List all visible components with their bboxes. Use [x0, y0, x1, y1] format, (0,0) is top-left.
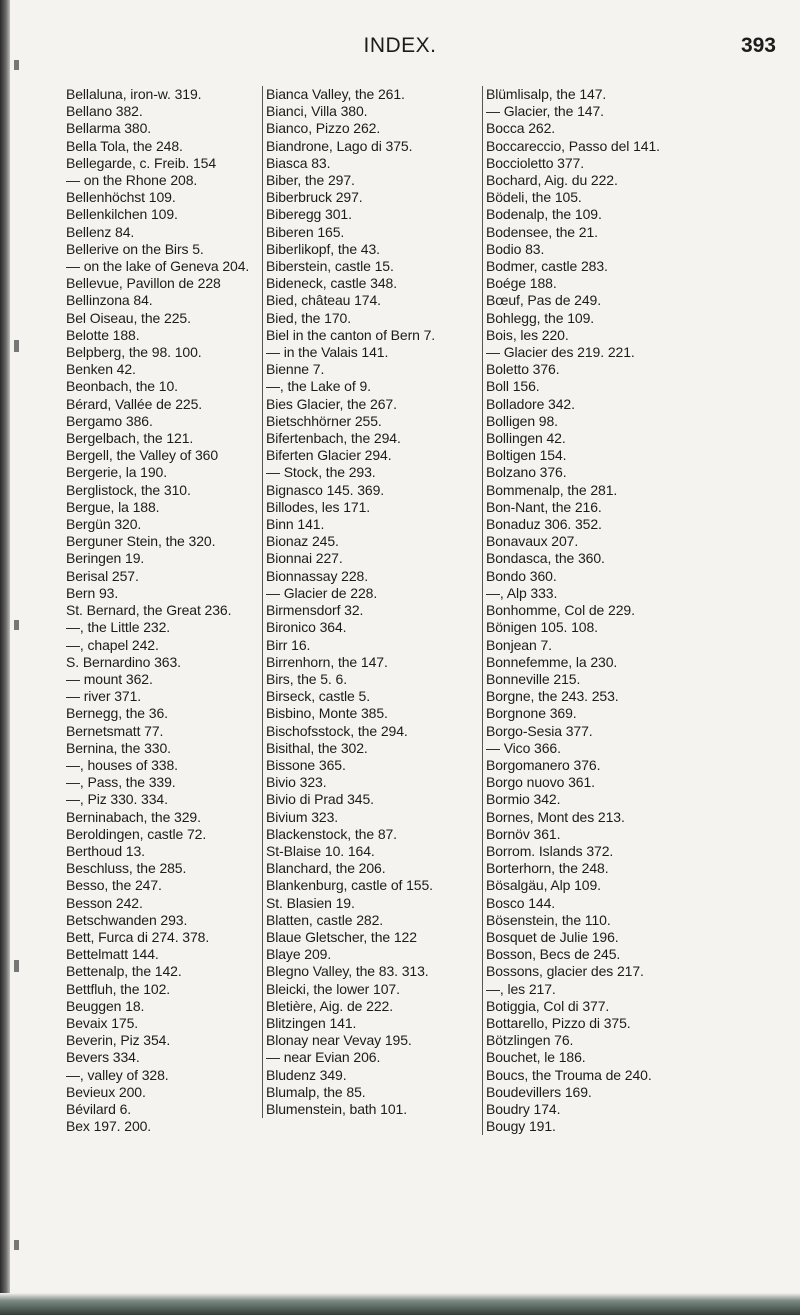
index-entry: Bianco, Pizzo 262. [266, 120, 381, 137]
index-entry: Biberlikopf, the 43. [266, 240, 380, 257]
index-entry: Birseck, castle 5. [266, 688, 371, 705]
index-entry: Bondasca, the 360. [486, 550, 605, 567]
index-entry: Betschwanden 293. [66, 911, 188, 928]
index-entry: —, les 217. [486, 980, 556, 997]
page-header [0, 12, 800, 57]
index-entry: Bottarello, Pizzo di 375. [486, 1014, 631, 1031]
spine-holes [14, 60, 20, 1270]
index-entry: Blatten, castle 282. [266, 911, 384, 928]
index-entry: Bevaix 175. [66, 1014, 139, 1031]
index-entry: Berglistock, the 310. [66, 481, 191, 498]
index-entry: Bianci, Villa 380. [266, 103, 368, 120]
index-entry: Bignasco 145. 369. [266, 481, 385, 498]
index-entry: Bern 93. [66, 584, 119, 601]
index-entry: Bodmer, castle 283. [486, 258, 608, 275]
index-entry: Bettelmatt 144. [66, 946, 159, 963]
index-entry: — Glacier, the 147. [486, 103, 604, 120]
index-entry: Biel in the canton of Bern 7. [266, 326, 436, 343]
index-entry: Bex 197. 200. [66, 1118, 152, 1135]
index-entry: —, valley of 328. [66, 1066, 169, 1083]
index-entry: Bormio 342. [486, 791, 561, 808]
index-entry: Billodes, les 171. [266, 498, 371, 515]
index-entry: Bolzano 376. [486, 464, 567, 481]
index-entry: Bironico 364. [266, 619, 347, 636]
index-entry: Bies Glacier, the 267. [266, 395, 397, 412]
index-entry: Bönigen 105. 108. [486, 619, 598, 636]
index-entry: Bella Tola, the 248. [66, 137, 183, 154]
index-entry: Bergell, the Valley of 360 [66, 447, 219, 464]
index-entry: Bonnefemme, la 230. [486, 653, 618, 670]
index-column-3 [482, 86, 786, 1135]
index-entry: Bornes, Mont des 213. [486, 808, 625, 825]
index-entry: —, the Lake of 9. [266, 378, 371, 395]
index-entry: Belotte 188. [66, 326, 140, 343]
index-entry: Bianca Valley, the 261. [266, 86, 405, 102]
index-entry: Bonneville 215. [486, 670, 581, 687]
index-entry: Bellenz 84. [66, 223, 135, 240]
index-entry: Bouchet, le 186. [486, 1049, 586, 1066]
index-entry: Blumalp, the 85. [266, 1083, 366, 1100]
index-entry: — in the Valais 141. [266, 344, 389, 361]
index-entry: Bolladore 342. [486, 395, 575, 412]
index-entry: Borgo nuovo 361. [486, 774, 595, 791]
index-entry: Bienne 7. [266, 361, 325, 378]
index-entry: Biberegg 301. [266, 206, 352, 223]
index-entry: Bergue, la 188. [66, 498, 160, 515]
index-entry: Bodio 83. [486, 240, 545, 257]
index-entry: Bonhomme, Col de 229. [486, 602, 635, 619]
index-entry: — Stock, the 293. [266, 464, 376, 481]
index-entry: Bionnai 227. [266, 550, 343, 567]
index-entry: Bois, les 220. [486, 326, 569, 343]
index-entry: Bivium 323. [266, 808, 339, 825]
index-entry: St. Blasien 19. [266, 894, 355, 911]
index-entry: — mount 362. [66, 670, 153, 687]
index-entry: Bietschhörner 255. [266, 412, 382, 429]
page-number: 393 [740, 34, 776, 57]
index-entry: Berisal 257. [66, 567, 139, 584]
index-entry: —, chapel 242. [66, 636, 159, 653]
index-entry: Bolligen 98. [486, 412, 558, 429]
index-entry: Bied, château 174. [266, 292, 381, 309]
index-entry: Boucs, the Trouma de 240. [486, 1066, 652, 1083]
index-entry: Beuggen 18. [66, 997, 145, 1014]
index-entry: —, Alp 333. [486, 584, 558, 601]
index-entry: Bœuf, Pas de 249. [486, 292, 602, 309]
index-entry: Bellinzona 84. [66, 292, 153, 309]
index-entry: Bornöv 361. [486, 825, 561, 842]
index-entry: Boccareccio, Passo del 141. [486, 137, 660, 154]
index-entry: Berthoud 13. [66, 842, 145, 859]
index-entry: Birr 16. [266, 636, 311, 653]
index-entry: Bohlegg, the 109. [486, 309, 595, 326]
index-entry: Blitzingen 141. [266, 1014, 357, 1031]
index-entry: Binn 141. [266, 516, 325, 533]
index-entry: St. Bernard, the Great 236. [66, 602, 232, 619]
index-entry: Bougy 191. [486, 1118, 556, 1135]
index-entry: Bodensee, the 21. [486, 223, 598, 240]
index-entry: Berninabach, the 329. [66, 808, 201, 825]
index-entry: Besso, the 247. [66, 877, 162, 894]
index-entry: Birrenhorn, the 147. [266, 653, 388, 670]
index-entry: Biasca 83. [266, 154, 331, 171]
index-entry: Blaue Gletscher, the 122 [266, 928, 417, 945]
index-entry: Bevieux 200. [66, 1083, 146, 1100]
index-entry: — on the lake of Geneva 204. [66, 258, 250, 275]
index-entry: Bernina, the 330. [66, 739, 171, 756]
index-entry: Bonaduz 306. 352. [486, 516, 602, 533]
index-entry: Bissone 365. [266, 756, 346, 773]
index-entry: — river 371. [66, 688, 142, 705]
index-entry: Bellenkilchen 109. [66, 206, 178, 223]
index-entry: Boudry 174. [486, 1100, 561, 1117]
index-entry: Borrom. Islands 372. [486, 842, 614, 859]
index-entry: Bellegarde, c. Freib. 154 [66, 154, 217, 171]
index-entry: Borterhorn, the 248. [486, 860, 609, 877]
index-entry: Bonjean 7. [486, 636, 552, 653]
index-entry: Bied, the 170. [266, 309, 351, 326]
index-entry: Boudevillers 169. [486, 1083, 592, 1100]
index-entry: Birs, the 5. 6. [266, 670, 347, 687]
index-column-2 [262, 86, 482, 1118]
index-entry: Bivio di Prad 345. [266, 791, 374, 808]
index-entry: —, Piz 330. 334. [66, 791, 168, 808]
index-entry: —, houses of 338. [66, 756, 178, 773]
index-entry: Bett, Furca di 274. 378. [66, 928, 210, 945]
index-entry: Biber, the 297. [266, 172, 355, 189]
page-bottom-edge [0, 1293, 800, 1315]
index-entry: Benken 42. [66, 361, 136, 378]
index-entry: Bocca 262. [486, 120, 556, 137]
index-entry: Borgo-Sesia 377. [486, 722, 593, 739]
index-entry: Bommenalp, the 281. [486, 481, 618, 498]
index-entry: Birmensdorf 32. [266, 602, 364, 619]
index-entry: — Glacier de 228. [266, 584, 378, 601]
index-entry: St-Blaise 10. 164. [266, 842, 375, 859]
index-entry: Beschluss, the 285. [66, 860, 187, 877]
index-entry: Blanchard, the 206. [266, 860, 386, 877]
index-entry: — near Evian 206. [266, 1049, 381, 1066]
index-entry: Blackenstock, the 87. [266, 825, 397, 842]
index-entry: Bevers 334. [66, 1049, 140, 1066]
index-entry: Bellano 382. [66, 103, 143, 120]
index-entry: Bionnassay 228. [266, 567, 369, 584]
index-entry: Bel Oiseau, the 225. [66, 309, 191, 326]
index-entry: Bon-Nant, the 216. [486, 498, 602, 515]
index-entry: — Vico 366. [486, 739, 561, 756]
index-entry: Biberbruck 297. [266, 189, 363, 206]
index-entry: Bisithal, the 302. [266, 739, 368, 756]
index-entry: Bettfluh, the 102. [66, 980, 171, 997]
index-entry: Biberen 165. [266, 223, 345, 240]
index-entry: Bossons, glacier des 217. [486, 963, 644, 980]
index-entry: Bosson, Becs de 245. [486, 946, 621, 963]
index-entry: Bleicki, the lower 107. [266, 980, 400, 997]
index-entry: Besson 242. [66, 894, 143, 911]
index-entry: Bergelbach, the 121. [66, 430, 194, 447]
index-entry: Bergün 320. [66, 516, 142, 533]
index-entry: Bellevue, Pavillon de 228 [66, 275, 221, 292]
index-entry: Bellaluna, iron-w. 319. [66, 86, 202, 102]
index-entry: S. Bernardino 363. [66, 653, 181, 670]
index-entry: —, the Little 232. [66, 619, 171, 636]
index-entry: Belpberg, the 98. 100. [66, 344, 202, 361]
index-entry: Botiggia, Col di 377. [486, 997, 610, 1014]
index-entry: Blankenburg, castle of 155. [266, 877, 433, 894]
index-entry: Berguner Stein, the 320. [66, 533, 216, 550]
index-entry: Borgomanero 376. [486, 756, 601, 773]
index-column-1 [66, 86, 256, 1135]
index-entry: Bodenalp, the 109. [486, 206, 602, 223]
index-entry: — Glacier des 219. 221. [486, 344, 635, 361]
book-spine-edge [0, 0, 10, 1315]
index-entry: Boége 188. [486, 275, 557, 292]
index-entry: Bischofsstock, the 294. [266, 722, 408, 739]
index-entry: Bionaz 245. [266, 533, 339, 550]
index-entry: Bergamo 386. [66, 412, 153, 429]
index-entry: Bödeli, the 105. [486, 189, 582, 206]
index-entry: Boletto 376. [486, 361, 560, 378]
index-entry: Beverin, Piz 354. [66, 1032, 171, 1049]
index-entry: Boccioletto 377. [486, 154, 585, 171]
index-entry: Bernegg, the 36. [66, 705, 168, 722]
index-entry: Bisbino, Monte 385. [266, 705, 388, 722]
index-entry: Blonay near Vevay 195. [266, 1032, 412, 1049]
index-entry: Beonbach, the 10. [66, 378, 178, 395]
index-entry: Blumenstein, bath 101. [266, 1100, 408, 1117]
index-entry: Bötzlingen 76. [486, 1032, 574, 1049]
index-entry: Bettenalp, the 142. [66, 963, 182, 980]
index-entry: Bollingen 42. [486, 430, 566, 447]
index-entry: Bivio 323. [266, 774, 327, 791]
index-entry: Boltigen 154. [486, 447, 567, 464]
index-entry: —, Pass, the 339. [66, 774, 176, 791]
index-entry: — on the Rhone 208. [66, 172, 198, 189]
index-entry: Blegno Valley, the 83. 313. [266, 963, 429, 980]
index-entry: Beroldingen, castle 72. [66, 825, 207, 842]
index-entry: Biberstein, castle 15. [266, 258, 394, 275]
index-entry: Bochard, Aig. du 222. [486, 172, 618, 189]
index-entry: Bonavaux 207. [486, 533, 579, 550]
index-entry: Borgne, the 243. 253. [486, 688, 619, 705]
index-entry: Bévilard 6. [66, 1100, 132, 1117]
index-entry: Bosquet de Julie 196. [486, 928, 619, 945]
index-entry: Bergerie, la 190. [66, 464, 168, 481]
index-entry: Blaye 209. [266, 946, 332, 963]
index-entry: Bösenstein, the 110. [486, 911, 611, 928]
index-entry: Biandrone, Lago di 375. [266, 137, 413, 154]
index-entry: Borgnone 369. [486, 705, 577, 722]
index-entry: Bösalgäu, Alp 109. [486, 877, 601, 894]
index-entry: Bérard, Vallée de 225. [66, 395, 203, 412]
index-entry: Boll 156. [486, 378, 540, 395]
index-entry: Bifertenbach, the 294. [266, 430, 401, 447]
index-entry: Biferten Glacier 294. [266, 447, 392, 464]
index-entry: Blümlisalp, the 147. [486, 86, 607, 102]
index-entry: Bellarma 380. [66, 120, 152, 137]
index-entry: Bosco 144. [486, 894, 556, 911]
index-entry: Bideneck, castle 348. [266, 275, 397, 292]
index-entry: Beringen 19. [66, 550, 145, 567]
index-entry: Bellenhöchst 109. [66, 189, 176, 206]
index-entry: Bellerive on the Birs 5. [66, 240, 204, 257]
index-entry: Bondo 360. [486, 567, 557, 584]
index-entry: Bludenz 349. [266, 1066, 347, 1083]
page-title: INDEX. [363, 34, 437, 57]
index-entry: Bernetsmatt 77. [66, 722, 164, 739]
index-entry: Bletière, Aig. de 222. [266, 997, 393, 1014]
